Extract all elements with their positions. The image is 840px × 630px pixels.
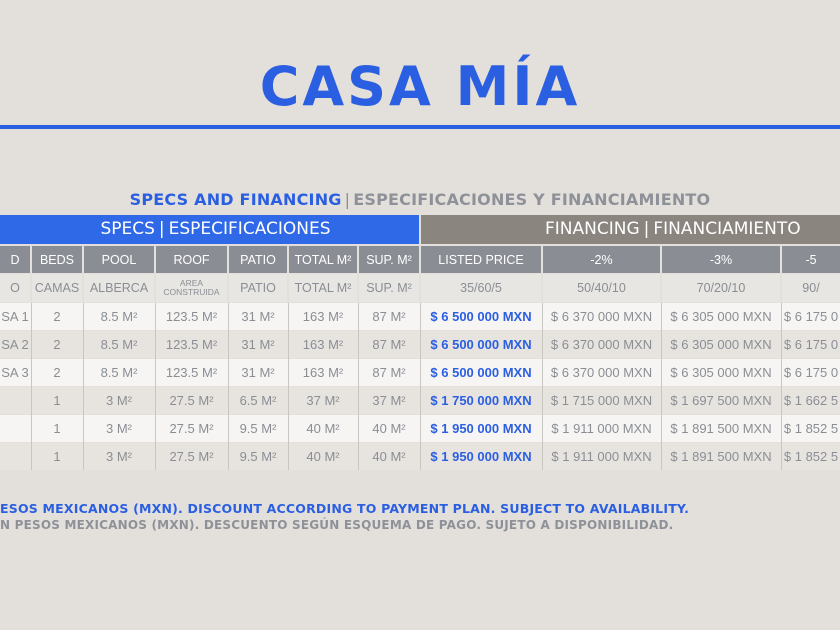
column-subheader-total: TOTAL M² xyxy=(289,274,357,302)
table-cell-patio: 9.5 M² xyxy=(239,449,277,464)
table-cell-roof: 123.5 M² xyxy=(165,365,218,380)
column-divider xyxy=(83,303,84,470)
table-cell-pool: 3 M² xyxy=(106,449,132,464)
column-divider xyxy=(420,303,421,470)
table-cell-disc5: $ 1 852 5 xyxy=(783,449,839,464)
table-cell-total: 37 M² xyxy=(306,393,340,408)
subtitle-english: SPECS AND FINANCING xyxy=(129,190,342,209)
table-cell-disc2: $ 6 370 000 MXN xyxy=(550,337,653,352)
table-cell-beds: 1 xyxy=(53,421,61,436)
column-subheader-disc5: 90/ xyxy=(782,274,840,302)
page-title: CASA MÍA xyxy=(259,55,581,118)
table-cell-listed: $ 6 500 000 MXN xyxy=(430,337,532,352)
column-header-sup: SUP. M² xyxy=(359,246,419,273)
table-cell-disc5: $ 1 662 5 xyxy=(783,393,839,408)
column-header-patio: PATIO xyxy=(229,246,287,273)
column-subheader-roof xyxy=(156,274,227,302)
table-cell-disc3: $ 6 305 000 MXN xyxy=(670,337,772,352)
table-cell-roof: 123.5 M² xyxy=(165,337,218,352)
column-subheader-disc3: 70/20/10 xyxy=(662,274,780,302)
column-header-disc5: -5 xyxy=(782,246,840,273)
table-cell-pool: 3 M² xyxy=(106,393,132,408)
table-cell-patio: 9.5 M² xyxy=(239,421,277,436)
section-subtitle xyxy=(0,190,840,209)
column-divider xyxy=(155,303,156,470)
column-header-pool: POOL xyxy=(84,246,154,273)
subtitle-separator: | xyxy=(344,190,351,209)
footnote-english: ESOS MEXICANOS (MXN). DISCOUNT ACCORDING TO PAYMENT PLAN. SUBJECT TO AVAILABILITY. xyxy=(0,501,690,516)
table-cell-pool: 8.5 M² xyxy=(100,337,138,352)
table-cell-disc5: $ 6 175 0 xyxy=(783,337,839,352)
table-cell-sup: 37 M² xyxy=(372,393,406,408)
table-cell-total: 163 M² xyxy=(302,337,344,352)
table-cell-patio: 31 M² xyxy=(241,365,275,380)
table-cell-listed: $ 1 950 000 MXN xyxy=(430,449,532,464)
column-subheader-model: O xyxy=(0,274,30,302)
table-cell-listed: $ 1 950 000 MXN xyxy=(430,421,532,436)
column-subheader-patio: PATIO xyxy=(229,274,287,302)
specs-band-separator: | xyxy=(158,219,165,239)
column-subheader-disc2: 50/40/10 xyxy=(543,274,660,302)
column-divider xyxy=(661,303,662,470)
column-divider xyxy=(358,303,359,470)
column-divider xyxy=(781,303,782,470)
column-subheader-listed: 35/60/5 xyxy=(421,274,541,302)
table-cell-total: 40 M² xyxy=(306,421,340,436)
column-header-total: TOTAL M² xyxy=(289,246,357,273)
specs-band xyxy=(0,215,419,244)
table-cell-disc5: $ 6 175 0 xyxy=(783,309,839,324)
table-cell-total: 163 M² xyxy=(302,309,344,324)
column-header-disc3: -3% xyxy=(662,246,780,273)
table-cell-listed: $ 6 500 000 MXN xyxy=(430,365,532,380)
column-divider xyxy=(31,303,32,470)
table-cell-disc2: $ 6 370 000 MXN xyxy=(550,309,653,324)
table-cell-pool: 8.5 M² xyxy=(100,365,138,380)
table-cell-model xyxy=(0,443,30,470)
pricing-table xyxy=(0,246,840,473)
table-cell-model: SA 3 xyxy=(1,365,29,380)
table-cell-disc3: $ 6 305 000 MXN xyxy=(670,365,772,380)
table-cell-beds: 1 xyxy=(53,393,61,408)
table-cell-roof: 27.5 M² xyxy=(169,449,214,464)
column-divider xyxy=(228,303,229,470)
title-divider xyxy=(0,125,840,129)
table-cell-disc3: $ 1 891 500 MXN xyxy=(670,421,772,436)
table-cell-beds: 1 xyxy=(53,449,61,464)
table-cell-roof: 123.5 M² xyxy=(165,309,218,324)
column-header-model: D xyxy=(0,246,30,273)
table-cell-disc3: $ 1 891 500 MXN xyxy=(670,449,772,464)
subheader-word: AREA xyxy=(179,278,204,288)
column-header-roof: ROOF xyxy=(156,246,227,273)
table-cell-listed: $ 6 500 000 MXN xyxy=(430,309,532,324)
financing-band-spanish: FINANCIAMIENTO xyxy=(653,219,801,239)
column-header-listed: LISTED PRICE xyxy=(421,246,541,273)
table-cell-roof: 27.5 M² xyxy=(169,421,214,436)
table-cell-sup: 40 M² xyxy=(372,449,406,464)
table-cell-disc2: $ 1 715 000 MXN xyxy=(550,393,653,408)
table-cell-disc3: $ 1 697 500 MXN xyxy=(670,393,772,408)
table-cell-beds: 2 xyxy=(53,365,61,380)
subheader-word: CONSTRUIDA xyxy=(163,287,220,297)
table-cell-disc5: $ 6 175 0 xyxy=(783,365,839,380)
table-cell-disc2: $ 1 911 000 MXN xyxy=(551,421,652,436)
column-subheader-sup: SUP. M² xyxy=(359,274,419,302)
table-cell-model: SA 2 xyxy=(1,337,29,352)
subtitle-spanish: ESPECIFICACIONES Y FINANCIAMIENTO xyxy=(353,190,711,209)
column-subheader-pool: ALBERCA xyxy=(84,274,154,302)
table-cell-listed: $ 1 750 000 MXN xyxy=(430,393,532,408)
column-divider xyxy=(542,303,543,470)
table-cell-model xyxy=(0,387,30,414)
table-cell-disc5: $ 1 852 5 xyxy=(783,421,839,436)
table-cell-pool: 3 M² xyxy=(106,421,132,436)
table-cell-beds: 2 xyxy=(53,337,61,352)
table-cell-beds: 2 xyxy=(53,309,61,324)
financing-band-english: FINANCING xyxy=(545,219,640,239)
table-cell-patio: 31 M² xyxy=(241,337,275,352)
specs-band-english: SPECS xyxy=(100,219,155,239)
column-header-beds: BEDS xyxy=(32,246,82,273)
table-cell-sup: 40 M² xyxy=(372,421,406,436)
table-cell-roof: 27.5 M² xyxy=(169,393,214,408)
table-cell-disc2: $ 6 370 000 MXN xyxy=(550,365,653,380)
column-divider xyxy=(288,303,289,470)
table-cell-total: 40 M² xyxy=(306,449,340,464)
table-cell-patio: 6.5 M² xyxy=(239,393,277,408)
table-cell-sup: 87 M² xyxy=(372,309,406,324)
table-cell-patio: 31 M² xyxy=(241,309,275,324)
financing-band xyxy=(421,215,840,244)
table-cell-disc2: $ 1 911 000 MXN xyxy=(551,449,652,464)
specs-band-spanish: ESPECIFICACIONES xyxy=(168,219,331,239)
column-subheader-beds: CAMAS xyxy=(32,274,82,302)
table-cell-model xyxy=(0,415,30,442)
table-cell-sup: 87 M² xyxy=(372,365,406,380)
table-cell-disc3: $ 6 305 000 MXN xyxy=(670,309,772,324)
table-cell-total: 163 M² xyxy=(302,365,344,380)
financing-band-separator: | xyxy=(643,219,650,239)
table-cell-pool: 8.5 M² xyxy=(100,309,138,324)
table-cell-sup: 87 M² xyxy=(372,337,406,352)
column-header-disc2: -2% xyxy=(543,246,660,273)
table-cell-model: SA 1 xyxy=(1,309,29,324)
footnote-spanish: N PESOS MEXICANOS (MXN). DESCUENTO SEGÚN ESQUEMA DE PAGO. SUJETO A DISPONIBILIDAD. xyxy=(0,518,674,532)
